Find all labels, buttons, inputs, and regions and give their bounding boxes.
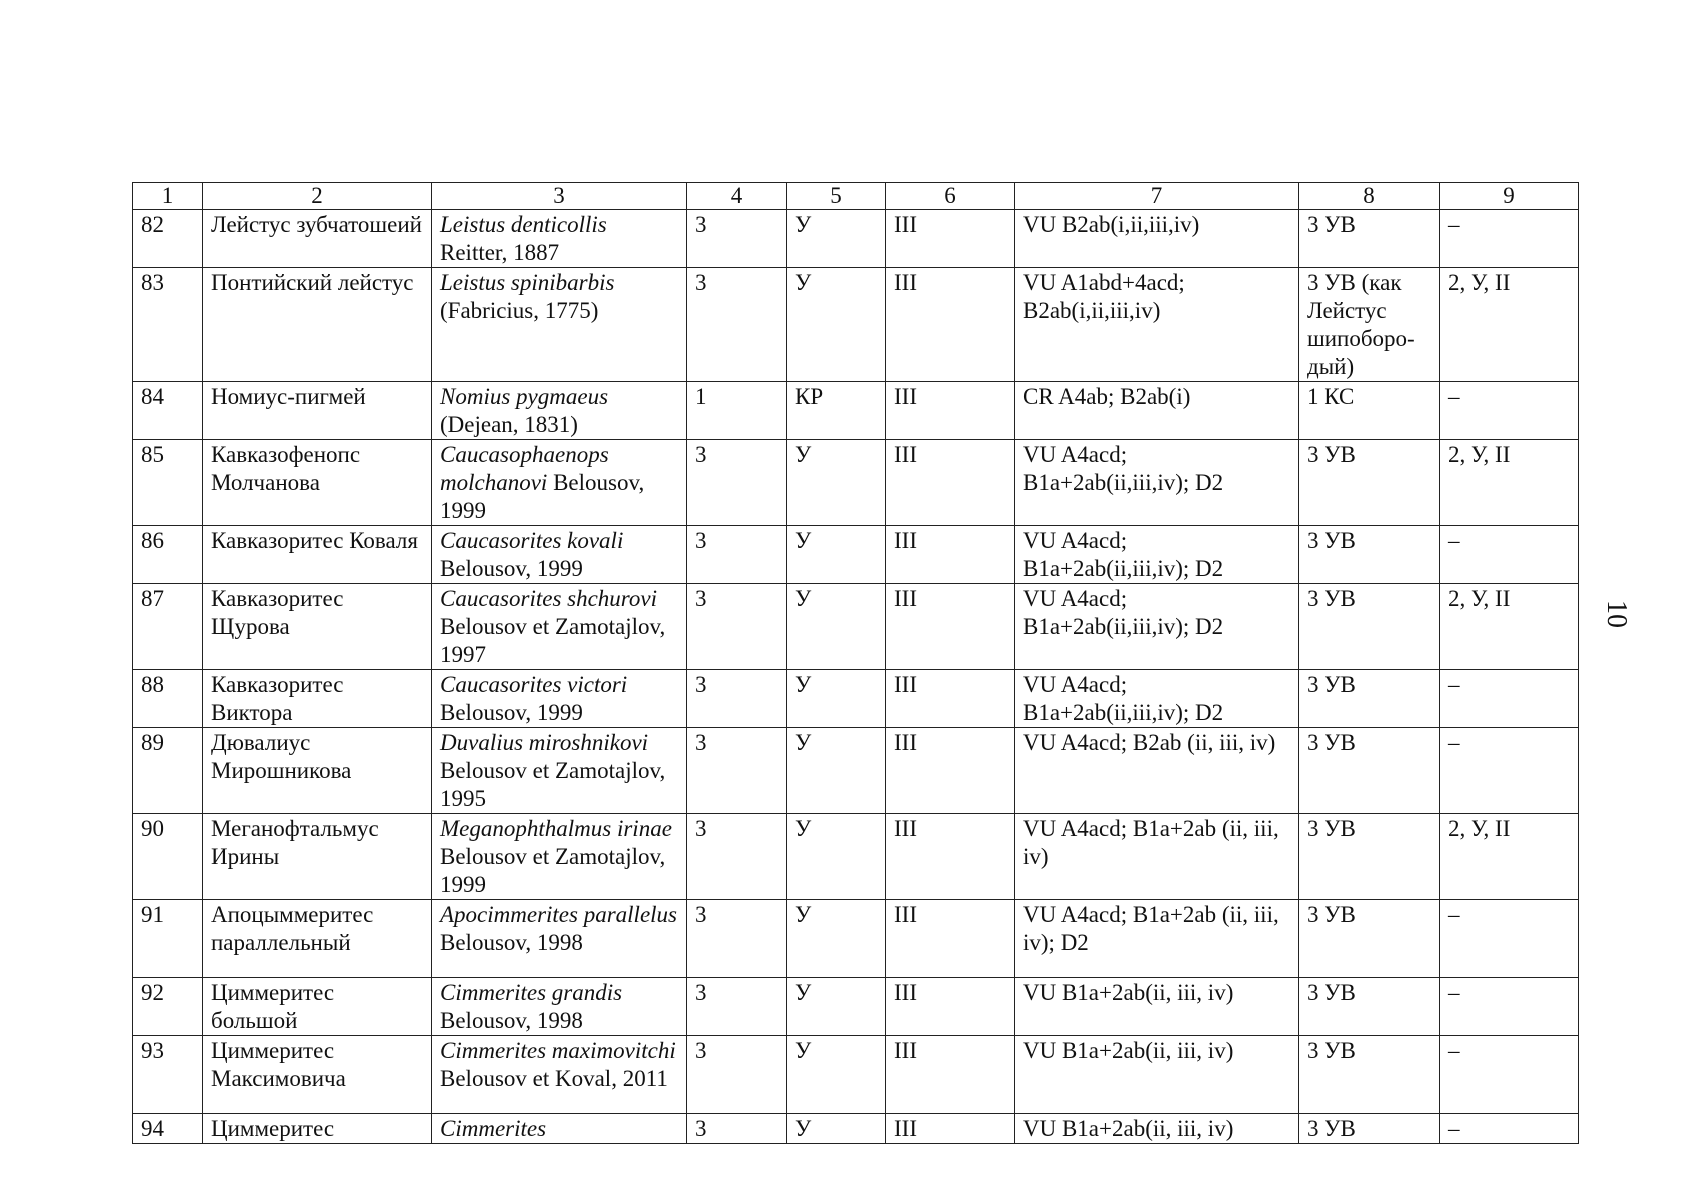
header-cell: 9 [1440, 183, 1579, 210]
russian-name-cell: Кавказоритес Щурова [203, 584, 432, 670]
row-number-cell: 87 [133, 584, 203, 670]
author-citation: Belousov et Koval, 2011 [440, 1066, 668, 1091]
category-cell: 3 [687, 670, 787, 728]
latin-name: Cimmerites maximovitchi [440, 1038, 676, 1063]
species-cell [432, 1036, 687, 1114]
iucn-criteria-cell: VU B1a+2ab(ii, iii, iv) [1015, 978, 1299, 1036]
status-cell: У [787, 584, 886, 670]
category-cell: 3 [687, 440, 787, 526]
header-cell: 6 [886, 183, 1015, 210]
table-row [133, 978, 1579, 1036]
author-citation: Belousov, 1999 [440, 556, 583, 581]
category-cell: 3 [687, 268, 787, 382]
regional-status-cell: 1 КС [1299, 382, 1440, 440]
federal-status-cell: – [1440, 210, 1579, 268]
regional-status-cell: 3 УВ [1299, 1114, 1440, 1144]
iucn-criteria-cell: VU B1a+2ab(ii, iii, iv) [1015, 1036, 1299, 1114]
species-cell [432, 728, 687, 814]
russian-name-cell: Номиус-пигмей [203, 382, 432, 440]
regional-status-cell: 3 УВ [1299, 728, 1440, 814]
priority-cell: III [886, 440, 1015, 526]
category-cell: 3 [687, 900, 787, 978]
table-row [133, 210, 1579, 268]
regional-status-cell: 3 УВ [1299, 900, 1440, 978]
russian-name-cell: Кавказоритес Виктора [203, 670, 432, 728]
federal-status-cell: – [1440, 1114, 1579, 1144]
row-number-cell: 88 [133, 670, 203, 728]
species-table [132, 182, 1579, 1144]
category-cell: 3 [687, 814, 787, 900]
regional-status-cell: 3 УВ (как Лейстус шипоборо-дый) [1299, 268, 1440, 382]
author-citation: (Dejean, 1831) [440, 412, 578, 437]
federal-status-cell: 2, У, II [1440, 268, 1579, 382]
federal-status-cell: – [1440, 978, 1579, 1036]
category-cell: 3 [687, 526, 787, 584]
russian-name-cell: Циммеритес Максимовича [203, 1036, 432, 1114]
status-cell: У [787, 440, 886, 526]
table-row [133, 814, 1579, 900]
species-cell [432, 526, 687, 584]
status-cell: У [787, 268, 886, 382]
russian-name-cell: Кавказоритес Коваля [203, 526, 432, 584]
header-cell: 3 [432, 183, 687, 210]
latin-name: Apocimmerites parallelus [440, 902, 677, 927]
author-citation: Belousov et Zamotajlov, 1995 [440, 758, 666, 811]
priority-cell: III [886, 210, 1015, 268]
iucn-criteria-cell: VU A4acd; B1a+2ab(ii,iii,iv); D2 [1015, 670, 1299, 728]
priority-cell: III [886, 1036, 1015, 1114]
species-cell [432, 382, 687, 440]
author-citation: Belousov, 1999 [440, 700, 583, 725]
regional-status-cell: 3 УВ [1299, 1036, 1440, 1114]
author-citation: Belousov et Zamotajlov, 1997 [440, 614, 666, 667]
table-body [133, 183, 1579, 1144]
row-number-cell: 90 [133, 814, 203, 900]
table-row [133, 382, 1579, 440]
iucn-criteria-cell: VU B1a+2ab(ii, iii, iv) [1015, 1114, 1299, 1144]
federal-status-cell: – [1440, 526, 1579, 584]
federal-status-cell: – [1440, 382, 1579, 440]
table-row [133, 728, 1579, 814]
federal-status-cell: 2, У, II [1440, 440, 1579, 526]
iucn-criteria-cell: CR A4ab; B2ab(i) [1015, 382, 1299, 440]
header-row [133, 183, 1579, 210]
row-number-cell: 91 [133, 900, 203, 978]
category-cell: 3 [687, 584, 787, 670]
priority-cell: III [886, 900, 1015, 978]
russian-name-cell: Циммеритес [203, 1114, 432, 1144]
latin-name: Caucasorites shchurovi [440, 586, 657, 611]
status-cell: У [787, 900, 886, 978]
priority-cell: III [886, 382, 1015, 440]
row-number-cell: 86 [133, 526, 203, 584]
status-cell: У [787, 526, 886, 584]
category-cell: 1 [687, 382, 787, 440]
federal-status-cell: – [1440, 900, 1579, 978]
regional-status-cell: 3 УВ [1299, 526, 1440, 584]
iucn-criteria-cell: VU A4acd; B1a+2ab(ii,iii,iv); D2 [1015, 584, 1299, 670]
header-cell: 2 [203, 183, 432, 210]
species-cell [432, 440, 687, 526]
priority-cell: III [886, 670, 1015, 728]
status-cell: У [787, 670, 886, 728]
header-cell: 5 [787, 183, 886, 210]
latin-name: Caucasorites victori [440, 672, 628, 697]
row-number-cell: 89 [133, 728, 203, 814]
species-cell [432, 210, 687, 268]
regional-status-cell: 3 УВ [1299, 210, 1440, 268]
author-citation: Reitter, 1887 [440, 240, 560, 265]
latin-name: Duvalius miroshnikovi [440, 730, 649, 755]
table-row [133, 670, 1579, 728]
latin-name: Cimmerites grandis [440, 980, 623, 1005]
table-row [133, 440, 1579, 526]
iucn-criteria-cell: VU A4acd; B1a+2ab (ii, iii, iv) [1015, 814, 1299, 900]
status-cell: У [787, 1036, 886, 1114]
table-row [133, 1036, 1579, 1114]
federal-status-cell: 2, У, II [1440, 584, 1579, 670]
regional-status-cell: 3 УВ [1299, 440, 1440, 526]
category-cell: 3 [687, 1036, 787, 1114]
category-cell: 3 [687, 1114, 787, 1144]
status-cell: У [787, 814, 886, 900]
category-cell: 3 [687, 978, 787, 1036]
species-cell [432, 978, 687, 1036]
russian-name-cell: Лейстус зубчатошеий [203, 210, 432, 268]
regional-status-cell: 3 УВ [1299, 670, 1440, 728]
latin-name: Caucasorites kovali [440, 528, 624, 553]
federal-status-cell: – [1440, 670, 1579, 728]
species-cell [432, 584, 687, 670]
author-citation: Belousov, 1998 [440, 1008, 583, 1033]
russian-name-cell: Циммеритес большой [203, 978, 432, 1036]
species-cell [432, 814, 687, 900]
latin-name: Cimmerites [440, 1116, 547, 1141]
priority-cell: III [886, 1114, 1015, 1144]
page-number: 10 [1601, 600, 1632, 628]
row-number-cell: 82 [133, 210, 203, 268]
iucn-criteria-cell: VU A4acd; B1a+2ab(ii,iii,iv); D2 [1015, 526, 1299, 584]
table-row [133, 900, 1579, 978]
iucn-criteria-cell: VU A1abd+4acd; B2ab(i,ii,iii,iv) [1015, 268, 1299, 382]
table-row [133, 526, 1579, 584]
header-cell: 7 [1015, 183, 1299, 210]
row-number-cell: 94 [133, 1114, 203, 1144]
priority-cell: III [886, 268, 1015, 382]
russian-name-cell: Меганофтальмус Ирины [203, 814, 432, 900]
row-number-cell: 83 [133, 268, 203, 382]
federal-status-cell: – [1440, 728, 1579, 814]
table-row [133, 268, 1579, 382]
header-cell: 4 [687, 183, 787, 210]
author-citation: Belousov et Zamotajlov, 1999 [440, 844, 666, 897]
latin-name: Leistus spinibarbis [440, 270, 615, 295]
author-citation: Belousov, 1999 [440, 470, 645, 523]
russian-name-cell: Апоцыммеритес параллельный [203, 900, 432, 978]
latin-name: Nomius pygmaeus [440, 384, 609, 409]
species-cell [432, 670, 687, 728]
russian-name-cell: Кавказофенопс Молчанова [203, 440, 432, 526]
author-citation: (Fabricius, 1775) [440, 298, 599, 323]
status-cell: У [787, 1114, 886, 1144]
category-cell: 3 [687, 728, 787, 814]
priority-cell: III [886, 728, 1015, 814]
regional-status-cell: 3 УВ [1299, 584, 1440, 670]
federal-status-cell: 2, У, II [1440, 814, 1579, 900]
federal-status-cell: – [1440, 1036, 1579, 1114]
status-cell: У [787, 210, 886, 268]
header-cell: 1 [133, 183, 203, 210]
row-number-cell: 85 [133, 440, 203, 526]
author-citation: Belousov, 1998 [440, 930, 583, 955]
row-number-cell: 92 [133, 978, 203, 1036]
russian-name-cell: Дювалиус Мирошникова [203, 728, 432, 814]
header-cell: 8 [1299, 183, 1440, 210]
row-number-cell: 84 [133, 382, 203, 440]
species-cell [432, 900, 687, 978]
iucn-criteria-cell: VU A4acd; B2ab (ii, iii, iv) [1015, 728, 1299, 814]
species-cell [432, 1114, 687, 1144]
status-cell: У [787, 728, 886, 814]
latin-name: Meganophthalmus irinae [440, 816, 672, 841]
regional-status-cell: 3 УВ [1299, 978, 1440, 1036]
iucn-criteria-cell: VU B2ab(i,ii,iii,iv) [1015, 210, 1299, 268]
iucn-criteria-cell: VU A4acd; B1a+2ab(ii,iii,iv); D2 [1015, 440, 1299, 526]
priority-cell: III [886, 584, 1015, 670]
latin-name: Leistus denticollis [440, 212, 607, 237]
regional-status-cell: 3 УВ [1299, 814, 1440, 900]
russian-name-cell: Понтийский лейстус [203, 268, 432, 382]
priority-cell: III [886, 814, 1015, 900]
species-cell [432, 268, 687, 382]
table-row [133, 1114, 1579, 1144]
status-cell: КР [787, 382, 886, 440]
priority-cell: III [886, 526, 1015, 584]
table-row [133, 584, 1579, 670]
category-cell: 3 [687, 210, 787, 268]
status-cell: У [787, 978, 886, 1036]
priority-cell: III [886, 978, 1015, 1036]
latin-name: Caucasophaenops molchanovi [440, 442, 609, 495]
row-number-cell: 93 [133, 1036, 203, 1114]
iucn-criteria-cell: VU A4acd; B1a+2ab (ii, iii, iv); D2 [1015, 900, 1299, 978]
